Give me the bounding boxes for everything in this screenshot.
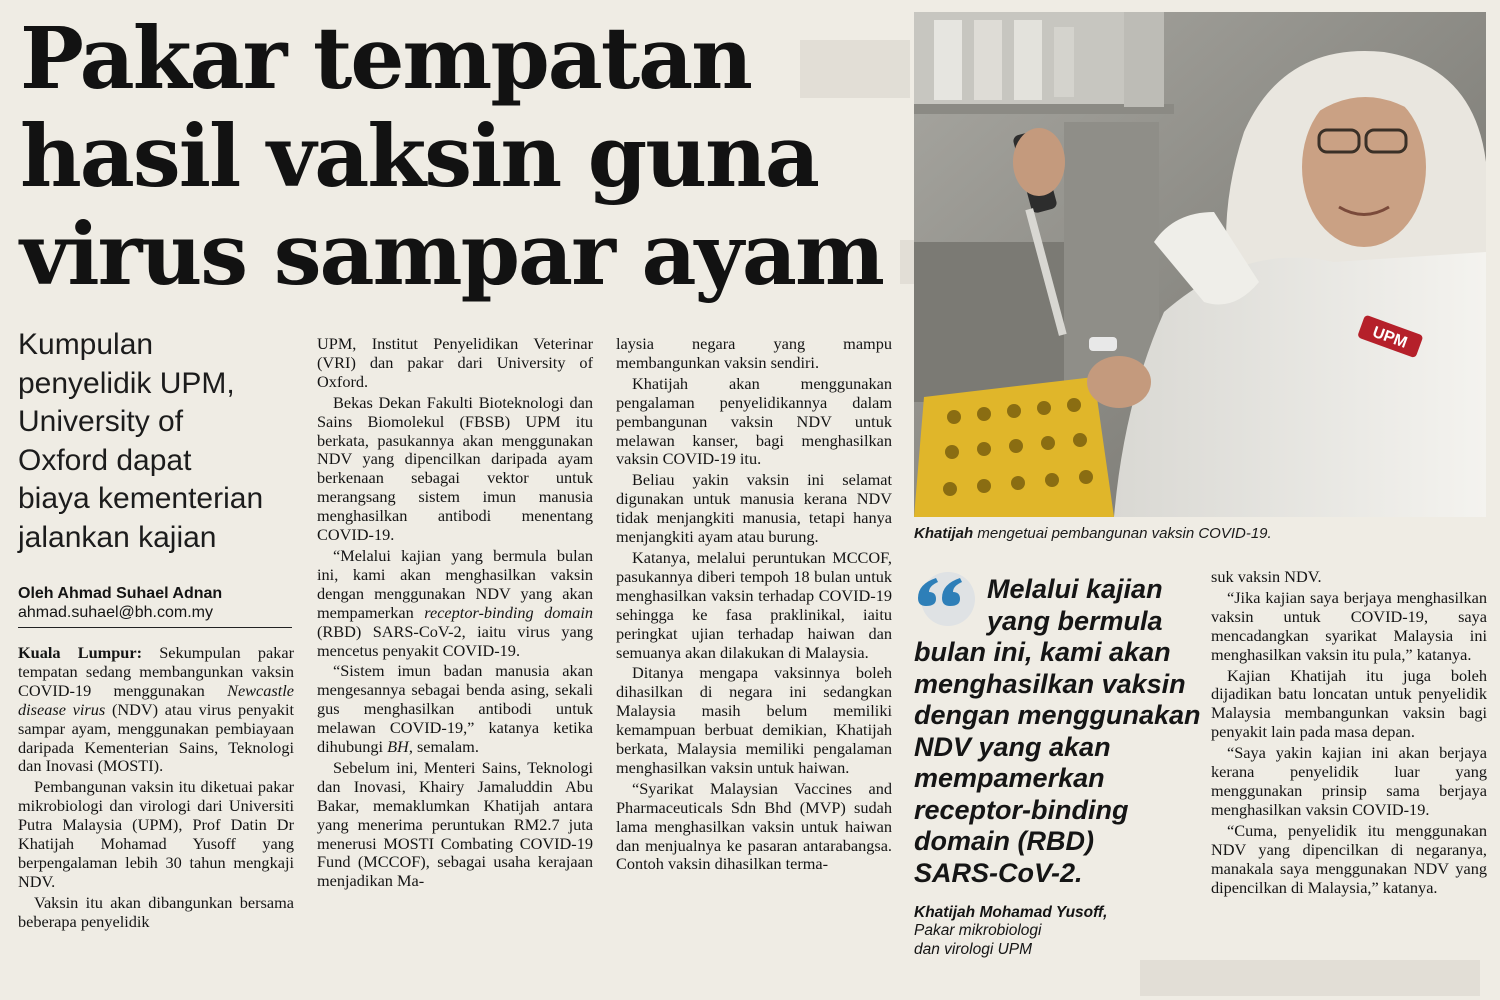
paragraph: “Saya yakin kajian ini akan berjaya kerana penyelidik luar yang menggunakan prinsip sama berjaya menghasilkan vaksin COVID-19. [1211,743,1487,819]
article-column-2 [317,335,593,891]
paragraph: Bekas Dekan Fakulti Bioteknologi dan Sains Biomolekul (FBSB) UPM itu berkata, pasukannya akan menggunakan NDV yang dipencilkan daripada ayam berkenaan sebagai vektor untuk merangsang sistem imun manusia menghasilkan antibodi menentang COVID-19. [317,392,593,545]
paragraph: Sebelum ini, Menteri Sains, Teknologi dan Inovasi, Khairy Jamaluddin Abu Bakar, memaklumkan Khatijah antara yang menerima peruntukan RM2.7 juta menerusi MOSTI Combating COVID-19 Fund (MCCOF), sebagai usaha kerajaan menjadikan Ma- [317,757,593,891]
paragraph: Katanya, melalui peruntukan MCCOF, pasukannya diberi tempoh 18 bulan untuk menghasilkan vaksin terhadap COVID-19 sehingga ke fasa praklinikal, iaitu peringkat ujian terhadap haiwan dan semuanya akan dilakukan di Malaysia. [616,547,892,662]
byline-email[interactable]: ahmad.suhael@bh.com.my [18,604,213,621]
paragraph: Pembangunan vaksin itu diketuai pakar mikrobiologi dan virologi dari Universiti Putra Malaysia (UPM), Prof Datin Dr Khatijah Mohamad Yusoff yang berpengalaman lebih 30 tahun mengkaji NDV. [18,777,294,891]
dateline: Kuala Lumpur: [18,643,160,662]
standfirst-line: University of [18,405,184,438]
byline-divider [18,627,292,628]
quote-line: bulan ini, kami akan [914,637,1171,667]
paragraph: “Syarikat Malaysian Vaccines and Pharmaceuticals Sdn Bhd (MVP) sudah lama menghasilkan vaksin untuk haiwan dan menjualnya ke pasaran antarabangsa. Contoh vaksin dihasilkan terma- [616,778,892,874]
quote-attribution-title: dan virologi UPM [914,941,1033,958]
byline-name: Oleh Ahmad Suhael Adnan [18,585,223,602]
standfirst-line: penyelidik UPM, [18,366,235,400]
pull-quote [914,574,1204,889]
lab-scientist-illustration [914,12,1486,517]
quote-line: receptor-binding [914,794,1129,825]
quote-line: yang bermula [987,605,1163,636]
photo-caption [914,525,1272,542]
paragraph: “Cuma, penyelidik itu menggunakan NDV yang dipencilkan di negaranya, manakala saya menggunakan NDV yang dipencilkan di Malaysia,” katanya. [1211,820,1487,897]
standfirst-line: biaya kementerian [18,482,264,515]
quote-line: Melalui kajian [987,574,1163,604]
paragraph: Kajian Khatijah itu juga boleh dijadikan batu loncatan untuk penyelidik Malaysia membangunkan vaksin bagi penyakit lain pada masa depan. [1211,665,1487,742]
quote-line: mempamerkan [914,763,1105,793]
quote-line: dengan menggunakan [914,700,1201,730]
article-photo [914,12,1486,517]
headline-line: Pakar tempatan [20,9,751,109]
headline-line: virus sampar ayam [20,205,883,305]
quote-attribution-title: Pakar mikrobiologi [914,922,1042,939]
caption-text: mengetuai pembangunan vaksin COVID-19. [973,525,1272,542]
quote-attribution-name: Khatijah Mohamad Yusoff, [914,904,1108,921]
quote-line: NDV yang akan [914,731,1111,762]
quote-line: domain (RBD) [914,826,1094,856]
paragraph: Kuala Lumpur: Sekumpulan pakar tempatan sedang membangunkan vaksin COVID-19 menggunakan Newcastle disease virus (NDV) atau virus penyakit sampar ayam, menggunakan pembiayaan daripada Kementerian Sains, Teknologi dan Inovasi (MOSTI). [18,643,295,776]
paragraph: Vaksin itu akan dibangunkan bersama beberapa penyelidik [18,892,294,931]
quote-line: SARS-CoV-2. [914,857,1083,888]
paragraph: Ditanya mengapa vaksinnya boleh dihasilkan di negara ini sedangkan Malaysia masih belum memiliki kemampuan berbuat demikian, Khatijah berkata, Malaysia memiliki pengalaman menghasilkan vaksin untuk haiwan. [616,663,892,777]
paragraph: UPM, Institut Penyelidikan Veterinar (VRI) dan pakar dari University of Oxford. [317,334,593,391]
paragraph: Beliau yakin vaksin ini selamat digunakan untuk manusia kerana NDV tidak menjangkiti manusia, tetapi hanya menjangkiti ayam atau burung. [616,470,892,547]
standfirst-line: Oxford dapat [18,443,192,477]
paragraph: suk vaksin NDV. [1211,567,1322,586]
article-column-3 [616,335,892,874]
standfirst-line: jalankan kajian [18,520,217,554]
paragraph: laysia negara yang mampu membangunkan vaksin sendiri. [616,334,892,372]
paragraph: “Jika kajian saya berjaya menghasilkan vaksin untuk COVID-19, saya mencadangkan syarikat Malaysia ini menghasilkan vaksin itu pula,” katanya. [1211,587,1487,664]
headline-line: hasil vaksin guna [20,107,818,207]
paragraph: “Sistem imun badan manusia akan mengesannya sebagai benda asing, sekali gus menghasilkan antibodi untuk melawan COVID-19,” katanya ketika dihubungi BH, semalam. [317,661,593,757]
upm-badge-text: UPM [1370,323,1410,352]
quote-line: menghasilkan vaksin [914,668,1186,699]
article-column-4 [1211,568,1487,897]
paragraph: Khatijah akan menggunakan pengalaman penyelidikannya dalam pembangunan vaksin NDV untuk melawan kanser, bagi menghasilkan vaksin COVID-19 itu. [616,373,892,469]
article-column-1 [18,644,294,932]
paragraph: “Melalui kajian yang bermula bulan ini, kami akan menghasilkan vaksin dengan menggunakan NDV yang akan mempamerkan receptor-binding domain (RBD) SARS-CoV-2, iaitu virus yang mencetus penyakit COVID-19. [317,545,593,660]
headline [20,10,900,304]
standfirst [18,326,298,557]
caption-name: Khatijah [914,525,974,542]
standfirst-line: Kumpulan [18,328,154,361]
